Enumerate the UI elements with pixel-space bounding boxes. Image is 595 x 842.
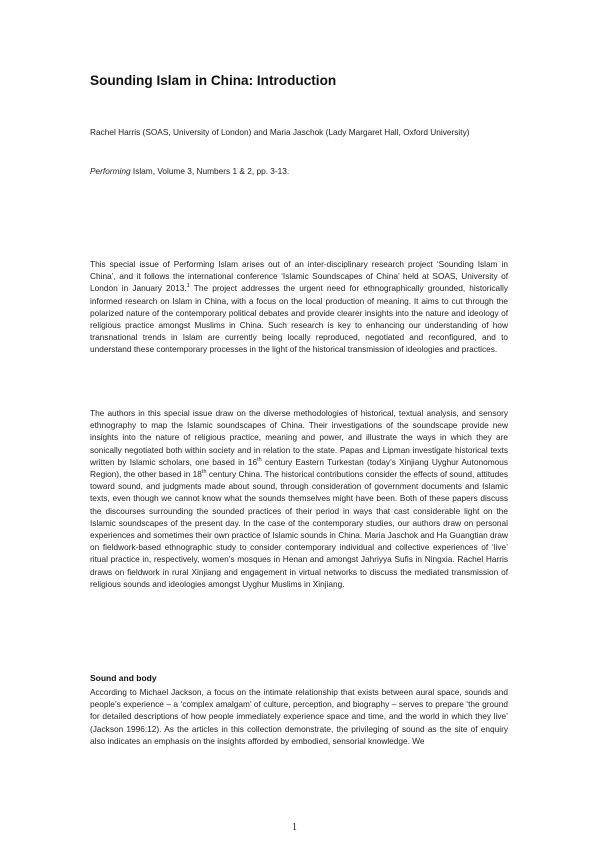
paper-title: Sounding Islam in China: Introduction xyxy=(90,73,337,88)
paragraph-authors-part-a: The authors in this special issue draw on the diverse methodologies of historical, textual analysis, and sensory ethnography to map the Islamic soundscapes of China. Their investigations of the soundscape provide new insights into the nature of religious practice, meaning and power, and illustrate the ways in which they are sonically negotiated both within society and in relation to the state. Papas and Lipman investigate historical texts written by Islamic scholars, one based in 16 xyxy=(90,408,508,467)
ordinal-suffix-2: th xyxy=(201,469,207,476)
journal-details: Islam, Volume 3, Numbers 1 & 2, pp. 3-13. xyxy=(130,166,290,176)
journal-citation xyxy=(90,165,508,178)
section-heading: Sound and body xyxy=(90,673,157,683)
author-line: Rachel Harris (SOAS, University of London) and Maria Jaschok (Lady Margaret Hall, Oxford University) xyxy=(90,127,470,137)
paragraph-authors-part-b: century Eastern Turkestan (today’s Xinjiang Uyghur Autonomous Region), the other based in 18 xyxy=(90,456,508,480)
page-number: 1 xyxy=(292,822,297,833)
footnote-marker: 1 xyxy=(186,283,190,290)
paragraph-intro-part-b: The project addresses the urgent need for ethnographically grounded, historically informed research on Islam in China, with a focus on the local production of meaning. It aims to cut through the polarized nature of the contemporary political debates and provide clearer insights into the nature and ideology of religious practice amongst Muslims in China. Such research is key to enhancing our understanding of how transnational trends in Islam are currently being locally reproduced, negotiated and reconfigured, and to understand these contemporary processes in the light of the historical transmission of ideologies and practices. xyxy=(90,283,508,355)
journal-name-italic: Performing xyxy=(90,166,131,176)
paragraph-authors-part-c: century China. The historical contributions consider the effects of sound, attitudes toward sound, and judgments made about sound, through consideration of government documents and Islamic texts, even though we cannot know what the sounds themselves might have been. Both of these papers discuss the discourses surrounding the sounded practices of their period in ways that cast considerable light on the Islamic soundscapes of the present day. In the case of the contemporary studies, our authors draw on personal experiences and sometimes their own practice of Islamic sounds in China. Maria Jaschok and Ha Guangtian draw on fieldwork-based ethnographic study to consider contemporary individual and collective experiences of ‘live’ ritual practice in, respectively, women’s mosques in Henan and amongst Jahriyya Sufis in Ningxia. Rachel Harris draws on fieldwork in rural Xinjiang and engagement in virtual networks to discuss the mediated transmission of religious sounds and ideologies amongst Uyghur Muslims in Xinjiang. xyxy=(90,469,509,589)
paragraph-intro xyxy=(90,258,508,356)
paragraph-sound-and-body: According to Michael Jackson, a focus on the intimate relationship that exists between aural space, sounds and people’s experience – a ‘complex amalgam’ of culture, perception, and biography – serves to prepare ‘the ground for detailed descriptions of how people immediately experience space and time, and the world in which they live’ (Jackson 1996:12). As the articles in this collection demonstrate, the privileging of sound as the site of enquiry also indicates an emphasis on the insights afforded by embodied, sensorial knowledge. We xyxy=(90,687,508,746)
paragraph-authors xyxy=(90,407,508,590)
paragraph-intro-part-a: This special issue of Performing Islam arises out of an inter-disciplinary research project ‘Sounding Islam in China’, and it follows the international conference ‘Islamic Soundscapes of China’ held at SOAS, University of London in January 2013. xyxy=(90,259,508,294)
ordinal-suffix-1: th xyxy=(257,457,262,464)
